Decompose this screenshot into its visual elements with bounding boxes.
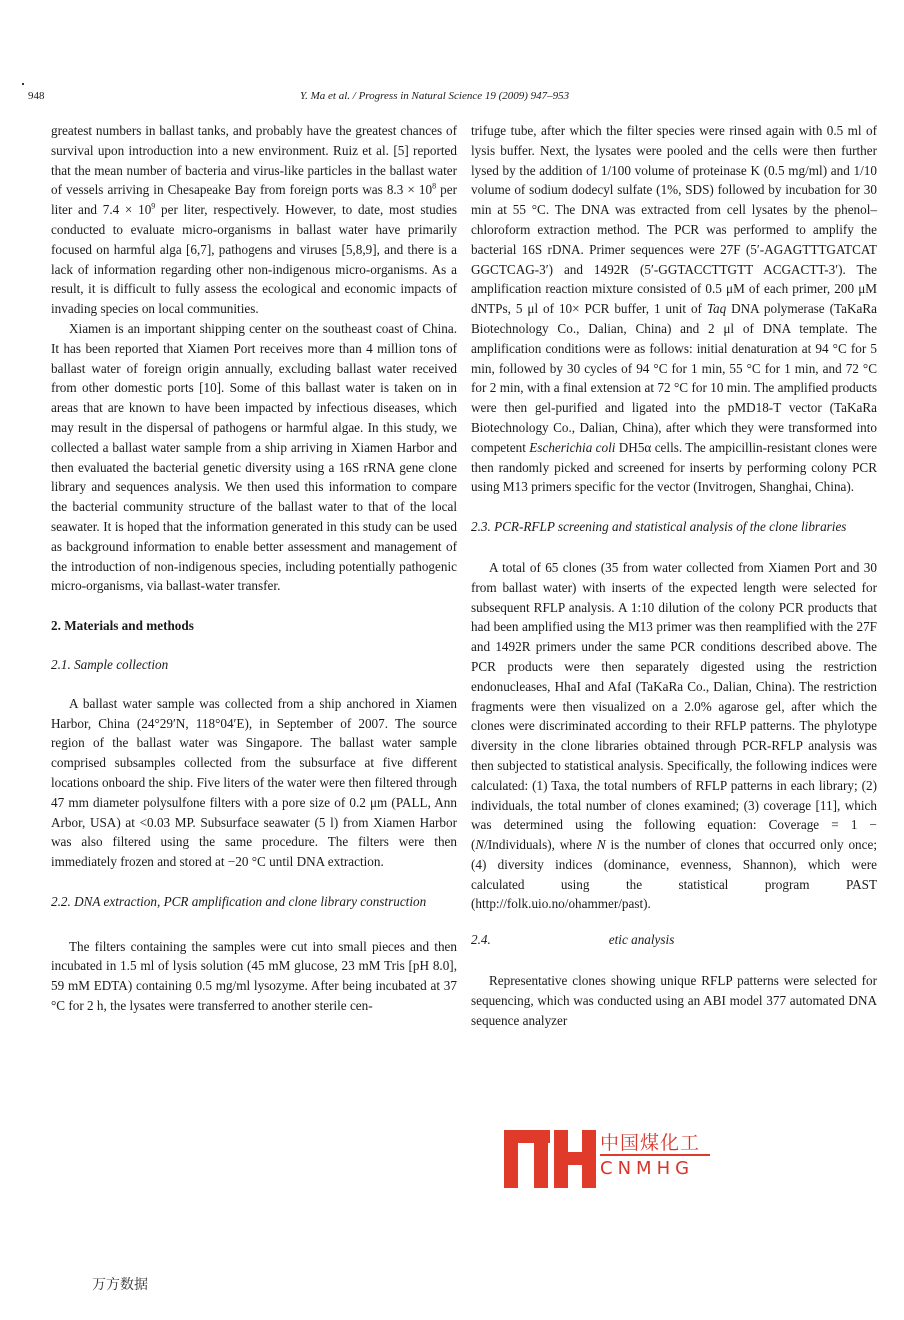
dna-extraction-continued: trifuge tube, after which the filter species were rinsed again with 0.5 ml of lysis buffer. Next, the lysates were pooled and the cells were then further lysed by the addition of 1/100 volume of proteinase K (0.5 mg/ml) and 1/10 volume of sodium dodecyl sulfate (1%, SDS) followed by incubation for 30 min at 55 °C. The DNA was extracted from cell lysates by the phenol–chloroform extraction method. The PCR was performed to amplify the bacterial 16S rDNA. Primer sequences were 27F (5′-AGAGTTTGATCAT GGCTCAG-3′) and 1492R (5′-GGTACCTTGTT ACGACTT-3′). The amplification reaction mixture consisted of 0.5 μM of each primer, 200 μM dNTPs, 5 μl of 10× PCR buffer, 1 unit of Taq DNA polymerase (TaKaRa Biotechnology Co., Dalian, China) and 2 μl of DNA template. The amplification conditions were as follows: initial denaturation at 94 °C for 5 min, followed by 30 cycles of 94 °C for 1 min, 55 °C for 1 min, and 72 °C for 2 min, with a final extension at 72 °C for 10 min. The amplified products were then gel-purified and ligated into the pMD18-T vector (TaKaRa Biotechnology Co., Dalian, China), after which they were transformed into competent Escherichia coli DH5α cells. The ampicillin-resistant clones were then randomly picked and screened for inserts by performing colony PCR using M13 primers specific for the vector (Invitrogen, Shanghai, China). — [471, 123, 877, 495]
page-number: 948 — [28, 90, 45, 102]
subsection-heading-2-3: 2.3. PCR-RFLP screening and statistical analysis of the clone libraries — [471, 519, 847, 535]
rflp-paragraph: A total of 65 clones (35 from water collected from Xiamen Port and 30 from ballast water) with inserts of the expected length were selected for subsequent RFLP analysis. A 1:10 dilution of the colony PCR products that had been amplified using the M13 primer was then reamplified with the 27F and 1492R primers under the same PCR conditions described above. The PCR products were then separately digested using the restriction endonucleases, HhaI and AfaI (TaKaRa Co., Dalian, China). The restriction fragments were then visualized on a 2.0% agarose gel, after which the clones were discriminated according to their RFLP patterns. The phylotype diversity in the clone libraries obtained through PCR-RFLP analysis was then subjected to statistical analysis. Specifically, the following indices were calculated: (1) Taxa, the total numbers of RFLP patterns in each library; (2) individuals, the total number of clones examined; (3) coverage [11], which was determined using the following equation: Coverage = 1 − (N/Individuals), where N is the number of clones that occurred only once; (4) diversity indices (dominance, evenness, Shannon), which were calculated using the statistical program PAST (http://folk.uio.no/ohammer/past). — [471, 559, 877, 912]
right-column — [471, 121, 877, 1030]
watermark-logo — [504, 1128, 744, 1198]
subsection-heading-2-4: 2.4. etic analysis — [471, 932, 675, 948]
left-column — [51, 121, 457, 1016]
intro-paragraph-2: Xiamen is an important shipping center on the southeast coast of China. It has been reported that Xiamen Port receives more than 4 million tons of ballast water of foreign origin annually, excluding ballast water received from other domestic ports [10]. Some of this ballast water is taken on in areas that are known to have been impacted by infectious diseases, which may result in the dispersal of pathogens or harmful algae. In this study, we collected a ballast water sample from a ship arriving in Xiamen Harbor and then evaluated the bacterial genetic diversity using a 16S rRNA gene clone library and sequences analysis. We then used this information to compare the bacterial community structure of the ballast water to that of the local seawater. It is hoped that the information generated in this study can be used as background information to enable better assessment and management of the introduction of non-indigenous species, including potentially pathogenic micro-organisms, via ballast-water transfer. — [51, 320, 457, 594]
sequencing-paragraph: Representative clones showing unique RFLP patterns were selected for sequencing, which was conducted using an ABI model 377 automated DNA sequence analyzer — [471, 973, 877, 1028]
sample-collection-paragraph: A ballast water sample was collected from a ship anchored in Xiamen Harbor, China (24°29′N, 118°04′E), in September of 2007. The source region of the ballast water was Singapore. The ballast water sample comprised subsamples collected from the subsurface at five different locations onboard the ship. Five liters of the water were then filtered through 47 mm diameter polysulfone filters with a pore size of 0.2 μm (PALL, Ann Arbor, USA) at <0.03 MP. Subsurface seawater (5 l) from Xiamen Harbor was also filtered using the same procedure. The filters were then immediately frozen and stored at −20 °C until DNA extraction. — [51, 695, 457, 870]
source-mark: 万方数据 — [92, 1277, 148, 1293]
subsection-heading-2-2: 2.2. DNA extraction, PCR amplification and clone library construction — [51, 893, 427, 909]
watermark-text-en: CNMHG — [600, 1158, 695, 1179]
dna-extraction-paragraph: The filters containing the samples were cut into small pieces and then incubated in 1.5 ml of lysis solution (45 mM glucose, 23 mM Tris [pH 8.0], 59 mM EDTA) containing 0.5 mg/ml lysozyme. After being incubated at 37 °C for 2 h, the lysates were transferred to another sterile cen- — [51, 938, 457, 1014]
subsection-heading-2-1: 2.1. Sample collection — [51, 656, 169, 672]
watermark-text-cn: 中国煤化工 — [600, 1132, 701, 1154]
intro-paragraph-1: greatest numbers in ballast tanks, and probably have the greatest chances of survival upon introduction into a new environment. Ruiz et al. [5] reported that the mean number of bacteria and virus-like particles in the ballast water of vessels arriving in Chesapeake Bay from foreign ports was $8.3 \times 10^8$ per liter and $7.4 \times 10^9$ per liter, respectively. However, to date, most studies conducted to evaluate micro-organisms in ballast water have primarily focused on harmful alga [6,7], pathogens and viruses [5,8,9], and there is a lack of information regarding other non-indigenous micro-organisms. As a result, it is difficult to fully assess the ecological and economic impacts of invading species on local communities. — [51, 123, 457, 317]
stray-mark — [22, 83, 24, 85]
section-heading-materials-methods: 2. Materials and methods — [51, 618, 194, 634]
running-head: Y. Ma et al. / Progress in Natural Science 19 (2009) 947–953 — [300, 90, 570, 102]
